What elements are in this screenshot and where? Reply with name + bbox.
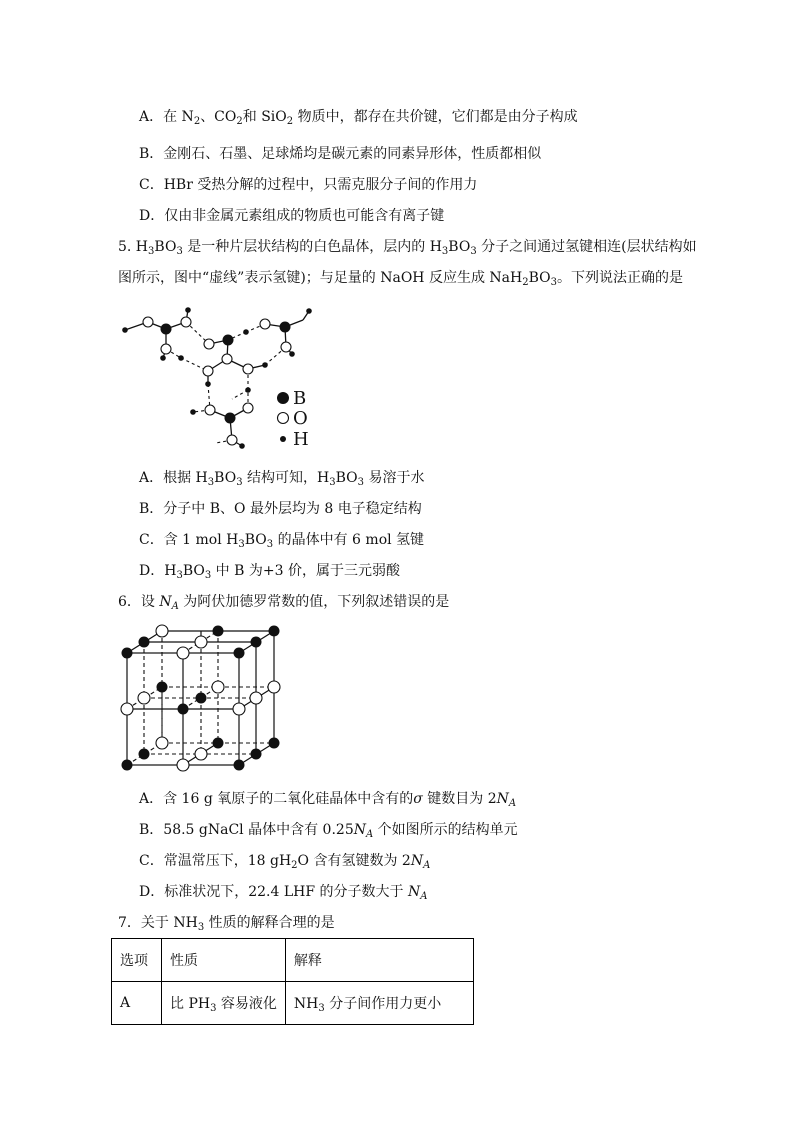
q7-stem: 7．关于 $NH_3$ 性质的解释合理的是 [118,915,335,933]
q4-option-c: C．HBr 受热分解的过程中，只需克服分子间的作用力 [139,177,478,193]
q6-option-b: B．58.5 gNaCl 晶体中含有 $0.25N_A$ 个如图所示的结构单元 [139,822,518,840]
q7-table [111,938,474,1025]
table-header-row [112,939,474,982]
header-option: 选项 [112,939,162,982]
q5-option-b: B．分子中 B、O 最外层均为 8 电子稳定结构 [139,501,422,517]
q4-option-b: B．金刚石、石墨、足球烯均是碳元素的同素异形体，性质都相似 [139,146,542,162]
legend-hydrogen-marker [280,436,286,442]
legend-boron-marker [277,392,289,404]
legend-boron-label: B [293,388,307,409]
q4-option-d: D．仅由非金属元素组成的物质也可能含有离子键 [139,208,445,224]
q5-stem-line1: 5. $H_3BO_3$ 是一种片层状结构的白色晶体，层内的 $H_3BO_3$ 分子之间通过氢键相连(层状结构如 [118,239,697,257]
header-explanation: 解释 [285,939,473,982]
q6-option-d: D．标准状况下，22.4 LHF 的分子数大于 $N_A$ [139,884,428,902]
table-row [112,982,474,1025]
nacl-crystal-figure [118,622,288,772]
q6-option-a: A．含 16 g 氧原子的二氧化硅晶体中含有的σ 键数目为 $2N_A$ [139,791,517,809]
header-property: 性质 [162,939,286,982]
cell-property: 比 $PH_3$ 容易液化 [162,982,286,1025]
legend-hydrogen-label: H [293,429,309,450]
q5-option-c: C．含 1 mol $H_3BO_3$ 的晶体中有 6 mol 氢键 [139,532,425,550]
cell-explanation: $NH_3$ 分子间作用力更小 [285,982,473,1025]
q4-option-a: A．在 $N_2$、$CO_2$和 SiO$_2$ 物质中，都存在共价键，它们都是由分子构成 [139,109,578,127]
q5-stem-line2: 图所示，图中“虚线”表示氢键)；与足量的 NaOH 反应生成 $NaH_2BO_3$。下列说法正确的是 [118,270,683,288]
legend-oxygen-label: O [293,408,308,429]
q5-option-a: A．根据 $H_3BO_3$ 结构可知，$H_3BO_3$ 易溶于水 [139,470,425,488]
q5-option-d: D．$H_3BO_3$ 中 B 为+3 价，属于三元弱酸 [139,563,400,581]
cell-option: A [112,982,162,1025]
h3bo3-structure-figure [120,300,330,452]
q6-stem: 6．设 $N_A$ 为阿伏加德罗常数的值，下列叙述错误的是 [118,594,450,612]
legend-oxygen-marker [278,413,289,424]
q6-option-c: C．常温常压下，18 $gH_2O$ 含有氢键数为 $2N_A$ [139,853,431,871]
